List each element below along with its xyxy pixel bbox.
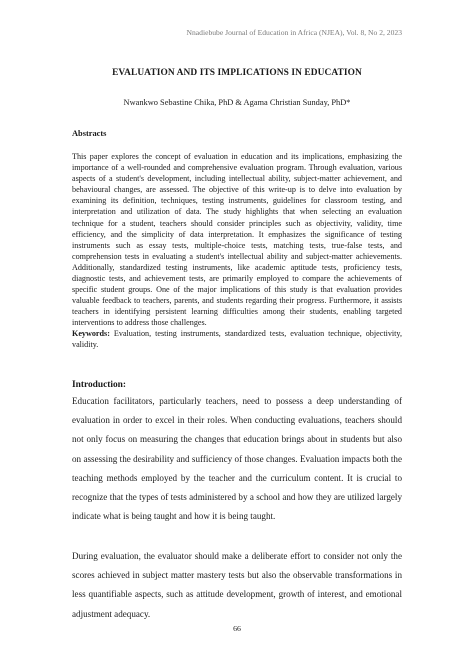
abstract-heading: Abstracts — [72, 129, 107, 138]
introduction-paragraph-2: During evaluation, the evaluator should make a deliberate effort to consider not only the scores achieved in subject matter mastery tests but also the observable transformations in less quantifiable aspects, such as attitude development, growth of interest, and emotional adjustment adequacy. — [72, 551, 402, 619]
journal-header: Nnadiebube Journal of Education in Africa (NJEA), Vol. 8, No 2, 2023 — [186, 28, 402, 37]
keywords-label: Keywords: — [72, 329, 110, 338]
abstract-text: This paper explores the concept of evaluation in education and its implications, emphasizing the importance of a well-rounded and comprehensive evaluation program. Through evaluation, various aspects of a student's development, including intellectual ability, subject-matter achievement, and behavioural changes, are assessed. The objective of this write-up is to delve into evaluation by examining its definition, techniques, testing instruments, guidelines for classroom testing, and interpretation and utilization of data. The study highlights that when selecting an evaluation technique for a student, teachers should consider principles such as objectivity, validity, time efficiency, and the simplicity of data interpretation. It emphasizes the significance of testing instruments such as essay tests, multiple-choice tests, matching tests, true-false tests, and comprehension tests in evaluating a student's intellectual ability and subject-matter achievements. Additionally, standardized testing instruments, like academic aptitude tests, proficiency tests, diagnostic tests, and achievement tests, are primarily employed to compare the achievements of specific student groups. One of the major implications of this study is that evaluation provides valuable feedback to teachers, parents, and students regarding their progress. Furthermore, it assists teachers in identifying persistent learning difficulties among their students, enabling targeted interventions to address those challenges. — [72, 152, 402, 328]
article-authors: Nwankwo Sebastine Chika, PhD & Agama Christian Sunday, PhD* — [123, 98, 351, 107]
introduction-paragraph-1: Education facilitators, particularly teachers, need to possess a deep understanding of evaluation in order to excel in their roles. When conducting evaluations, teachers should not only focus on measuring the changes that education brings about in students but also on assessing the desirability and sufficiency of those changes. Evaluation impacts both the teaching methods employed by the teacher and the curriculum content. It is crucial to recognize that the types of tests administered by a school and how they are utilized largely indicate what is being taught and how it is being taught. — [72, 396, 402, 522]
article-title: EVALUATION AND ITS IMPLICATIONS IN EDUCATION — [112, 68, 362, 78]
page-number: 66 — [233, 624, 241, 633]
keywords-text: Evaluation, testing instruments, standardized tests, evaluation technique, objectivity, validity. — [72, 329, 402, 350]
keywords-block — [72, 328, 402, 350]
introduction-heading: Introduction: — [72, 380, 127, 390]
